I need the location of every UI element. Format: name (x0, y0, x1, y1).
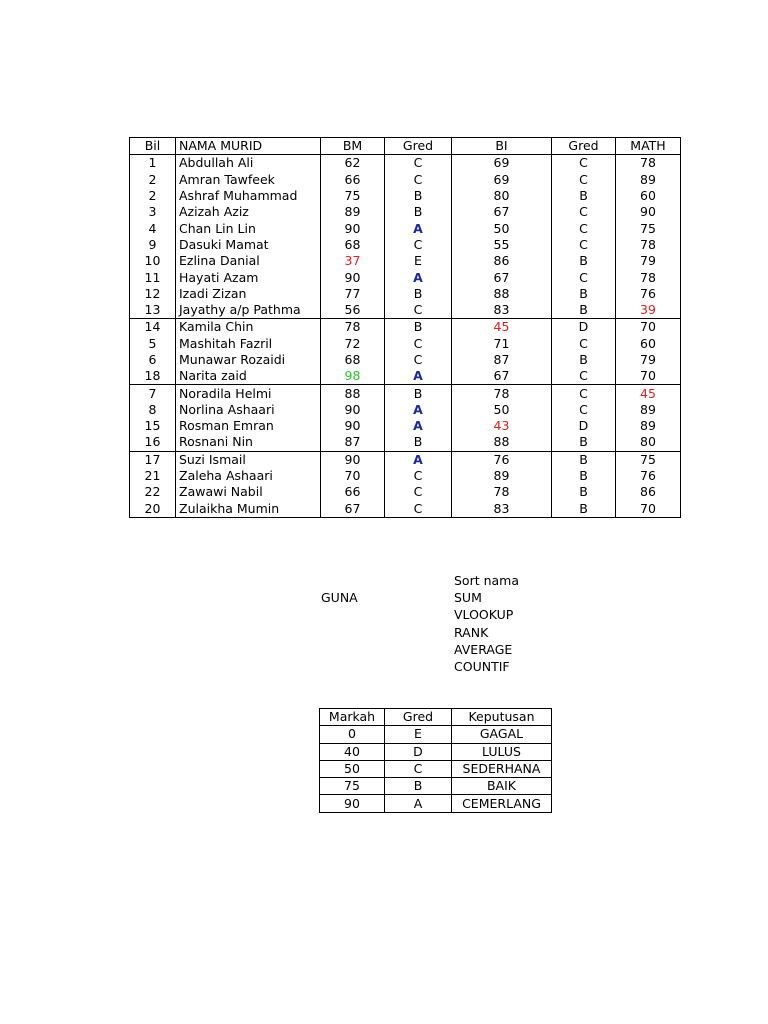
cell-keputusan: LULUS (452, 743, 552, 760)
cell-gred-bm: E (385, 253, 452, 269)
table-row (130, 253, 681, 269)
cell-bm: 90 (321, 418, 385, 434)
function-item: Sort nama (454, 573, 520, 588)
student-marks-table (129, 137, 681, 518)
cell-math: 80 (616, 434, 681, 451)
cell-bil: 13 (130, 302, 176, 319)
cell-bm: 77 (321, 286, 385, 302)
cell-gred-bi: C (552, 237, 616, 253)
cell-gred-bm: C (385, 302, 452, 319)
cell-nama-murid: Hayati Azam (176, 269, 321, 285)
cell-nama-murid: Ashraf Muhammad (176, 188, 321, 204)
cell-gred-bi: B (552, 302, 616, 319)
cell-gred-bi: C (552, 172, 616, 188)
cell-bi: 67 (452, 368, 552, 385)
cell-bil: 8 (130, 402, 176, 418)
cell-bm: 66 (321, 172, 385, 188)
cell-bi: 69 (452, 155, 552, 172)
cell-bi: 67 (452, 204, 552, 220)
cell-bi: 50 (452, 402, 552, 418)
function-list (454, 572, 519, 675)
cell-nama-murid: Noradila Helmi (176, 385, 321, 402)
ref-header-markah: Markah (320, 709, 385, 726)
cell-bm: 72 (321, 336, 385, 352)
cell-gred-bi: B (552, 484, 616, 500)
cell-gred-bm: B (385, 286, 452, 302)
cell-bm: 37 (321, 253, 385, 269)
cell-bi: 43 (452, 418, 552, 434)
cell-bi: 78 (452, 484, 552, 500)
cell-gred-bi: C (552, 204, 616, 220)
ref-header-row (320, 709, 552, 726)
cell-keputusan: GAGAL (452, 726, 552, 743)
cell-markah: 50 (320, 760, 385, 777)
table-row (130, 385, 681, 402)
cell-bi: 88 (452, 286, 552, 302)
table-row (130, 468, 681, 484)
cell-gred: A (385, 795, 452, 812)
cell-nama-murid: Mashitah Fazril (176, 336, 321, 352)
cell-gred-bm: C (385, 172, 452, 188)
cell-gred: B (385, 778, 452, 795)
function-item: AVERAGE (454, 641, 513, 657)
cell-gred-bi: C (552, 269, 616, 285)
ref-row (320, 778, 552, 795)
cell-nama-murid: Ezlina Danial (176, 253, 321, 269)
cell-gred-bm: B (385, 385, 452, 402)
cell-markah: 90 (320, 795, 385, 812)
cell-bil: 18 (130, 368, 176, 385)
cell-gred-bm: A (385, 418, 452, 434)
table-row (130, 220, 681, 236)
cell-gred-bi: B (552, 352, 616, 368)
cell-gred-bi: C (552, 155, 616, 172)
cell-bm: 90 (321, 402, 385, 418)
cell-keputusan: CEMERLANG (452, 795, 552, 812)
cell-gred-bi: C (552, 220, 616, 236)
cell-bm: 70 (321, 468, 385, 484)
table-row (130, 319, 681, 336)
table-row (130, 352, 681, 368)
guna-label: GUNA (321, 590, 358, 605)
cell-math: 39 (616, 302, 681, 319)
ref-row (320, 743, 552, 760)
cell-gred-bm: C (385, 501, 452, 518)
cell-bil: 16 (130, 434, 176, 451)
cell-bi: 88 (452, 434, 552, 451)
cell-math: 89 (616, 172, 681, 188)
cell-bil: 4 (130, 220, 176, 236)
cell-math: 60 (616, 188, 681, 204)
cell-bm: 66 (321, 484, 385, 500)
cell-bm: 67 (321, 501, 385, 518)
cell-gred-bm: C (385, 336, 452, 352)
cell-bil: 21 (130, 468, 176, 484)
cell-bi: 55 (452, 237, 552, 253)
cell-math: 75 (616, 451, 681, 468)
cell-gred-bi: B (552, 501, 616, 518)
cell-markah: 40 (320, 743, 385, 760)
header-row (130, 138, 681, 155)
cell-gred-bi: B (552, 188, 616, 204)
table-row (130, 286, 681, 302)
cell-bi: 76 (452, 451, 552, 468)
cell-nama-murid: Azizah Aziz (176, 204, 321, 220)
table-row (130, 237, 681, 253)
table-row (130, 402, 681, 418)
cell-gred-bi: C (552, 402, 616, 418)
cell-bil: 17 (130, 451, 176, 468)
cell-math: 86 (616, 484, 681, 500)
ref-header-keputusan: Keputusan (452, 709, 552, 726)
cell-math: 78 (616, 155, 681, 172)
cell-bi: 69 (452, 172, 552, 188)
table-row (130, 172, 681, 188)
cell-bi: 80 (452, 188, 552, 204)
cell-gred-bm: B (385, 204, 452, 220)
cell-nama-murid: Zawawi Nabil (176, 484, 321, 500)
cell-bm: 88 (321, 385, 385, 402)
cell-bil: 2 (130, 188, 176, 204)
cell-gred-bi: C (552, 368, 616, 385)
cell-math: 79 (616, 253, 681, 269)
cell-bil: 7 (130, 385, 176, 402)
cell-bi: 87 (452, 352, 552, 368)
cell-bil: 1 (130, 155, 176, 172)
cell-bi: 78 (452, 385, 552, 402)
table-row (130, 302, 681, 319)
function-item: VLOOKUP (454, 607, 514, 623)
cell-math: 89 (616, 402, 681, 418)
cell-bi: 67 (452, 269, 552, 285)
ref-header-gred: Gred (385, 709, 452, 726)
cell-nama-murid: Norlina Ashaari (176, 402, 321, 418)
cell-gred-bm: A (385, 402, 452, 418)
cell-bil: 22 (130, 484, 176, 500)
cell-gred-bm: A (385, 451, 452, 468)
cell-bil: 14 (130, 319, 176, 336)
cell-gred-bi: C (552, 336, 616, 352)
cell-keputusan: SEDERHANA (452, 760, 552, 777)
table-row (130, 368, 681, 385)
cell-bm: 89 (321, 204, 385, 220)
header-math: MATH (616, 138, 681, 155)
cell-bi: 86 (452, 253, 552, 269)
cell-nama-murid: Kamila Chin (176, 319, 321, 336)
cell-gred-bm: C (385, 352, 452, 368)
cell-nama-murid: Rosnani Nin (176, 434, 321, 451)
ref-row (320, 760, 552, 777)
cell-gred-bm: C (385, 155, 452, 172)
cell-gred-bi: C (552, 385, 616, 402)
cell-math: 79 (616, 352, 681, 368)
cell-bm: 56 (321, 302, 385, 319)
cell-bil: 6 (130, 352, 176, 368)
cell-nama-murid: Jayathy a/p Pathma (176, 302, 321, 319)
cell-nama-murid: Chan Lin Lin (176, 220, 321, 236)
ref-row (320, 795, 552, 812)
cell-math: 89 (616, 418, 681, 434)
cell-gred-bm: A (385, 368, 452, 385)
table-row (130, 501, 681, 518)
cell-nama-murid: Zaleha Ashaari (176, 468, 321, 484)
cell-gred-bi: B (552, 286, 616, 302)
cell-math: 78 (616, 237, 681, 253)
cell-nama-murid: Abdullah Ali (176, 155, 321, 172)
cell-keputusan: BAIK (452, 778, 552, 795)
function-item: COUNTIF (454, 659, 510, 675)
cell-gred-bi: D (552, 418, 616, 434)
cell-gred-bm: A (385, 220, 452, 236)
cell-gred-bm: B (385, 188, 452, 204)
cell-bil: 3 (130, 204, 176, 220)
ref-row (320, 726, 552, 743)
cell-math: 75 (616, 220, 681, 236)
cell-bi: 71 (452, 336, 552, 352)
cell-markah: 0 (320, 726, 385, 743)
cell-bi: 83 (452, 501, 552, 518)
table-row (130, 269, 681, 285)
table-row (130, 451, 681, 468)
cell-bm: 90 (321, 451, 385, 468)
table-row (130, 155, 681, 172)
cell-bil: 11 (130, 269, 176, 285)
cell-math: 76 (616, 286, 681, 302)
header-bil: Bil (130, 138, 176, 155)
table-row (130, 418, 681, 434)
table-row (130, 188, 681, 204)
cell-gred-bi: B (552, 451, 616, 468)
cell-bi: 45 (452, 319, 552, 336)
header-bm: BM (321, 138, 385, 155)
cell-gred-bi: B (552, 468, 616, 484)
cell-nama-murid: Zulaikha Mumin (176, 501, 321, 518)
cell-math: 70 (616, 501, 681, 518)
header-bi: BI (452, 138, 552, 155)
cell-bm: 90 (321, 220, 385, 236)
cell-bil: 10 (130, 253, 176, 269)
cell-bm: 78 (321, 319, 385, 336)
cell-gred-bm: B (385, 434, 452, 451)
table-row (130, 434, 681, 451)
cell-bil: 9 (130, 237, 176, 253)
table-row (130, 484, 681, 500)
cell-bm: 62 (321, 155, 385, 172)
cell-bi: 89 (452, 468, 552, 484)
header-nama-murid: NAMA MURID (176, 138, 321, 155)
cell-bi: 83 (452, 302, 552, 319)
cell-bil: 15 (130, 418, 176, 434)
cell-math: 70 (616, 368, 681, 385)
cell-nama-murid: Izadi Zizan (176, 286, 321, 302)
cell-gred-bm: A (385, 269, 452, 285)
cell-nama-murid: Rosman Emran (176, 418, 321, 434)
cell-bi: 50 (452, 220, 552, 236)
cell-nama-murid: Suzi Ismail (176, 451, 321, 468)
cell-bil: 12 (130, 286, 176, 302)
cell-gred: E (385, 726, 452, 743)
cell-bm: 68 (321, 237, 385, 253)
header-gred-bi: Gred (552, 138, 616, 155)
cell-gred: D (385, 743, 452, 760)
cell-gred-bm: C (385, 484, 452, 500)
cell-nama-murid: Munawar Rozaidi (176, 352, 321, 368)
cell-gred-bi: D (552, 319, 616, 336)
cell-math: 90 (616, 204, 681, 220)
cell-gred-bm: B (385, 319, 452, 336)
cell-gred-bi: B (552, 253, 616, 269)
cell-bm: 87 (321, 434, 385, 451)
table-row (130, 336, 681, 352)
cell-nama-murid: Narita zaid (176, 368, 321, 385)
cell-gred: C (385, 760, 452, 777)
cell-math: 76 (616, 468, 681, 484)
cell-math: 60 (616, 336, 681, 352)
cell-nama-murid: Dasuki Mamat (176, 237, 321, 253)
cell-bil: 5 (130, 336, 176, 352)
function-item: SUM (454, 590, 482, 606)
cell-bil: 2 (130, 172, 176, 188)
cell-bil: 20 (130, 501, 176, 518)
function-item: RANK (454, 624, 489, 640)
cell-gred-bm: C (385, 237, 452, 253)
cell-nama-murid: Amran Tawfeek (176, 172, 321, 188)
cell-gred-bi: B (552, 434, 616, 451)
table-row (130, 204, 681, 220)
grade-reference-table (319, 708, 552, 813)
cell-markah: 75 (320, 778, 385, 795)
header-gred-bm: Gred (385, 138, 452, 155)
cell-bm: 68 (321, 352, 385, 368)
cell-bm: 98 (321, 368, 385, 385)
cell-math: 70 (616, 319, 681, 336)
cell-gred-bm: C (385, 468, 452, 484)
cell-math: 78 (616, 269, 681, 285)
cell-bm: 90 (321, 269, 385, 285)
cell-math: 45 (616, 385, 681, 402)
cell-bm: 75 (321, 188, 385, 204)
